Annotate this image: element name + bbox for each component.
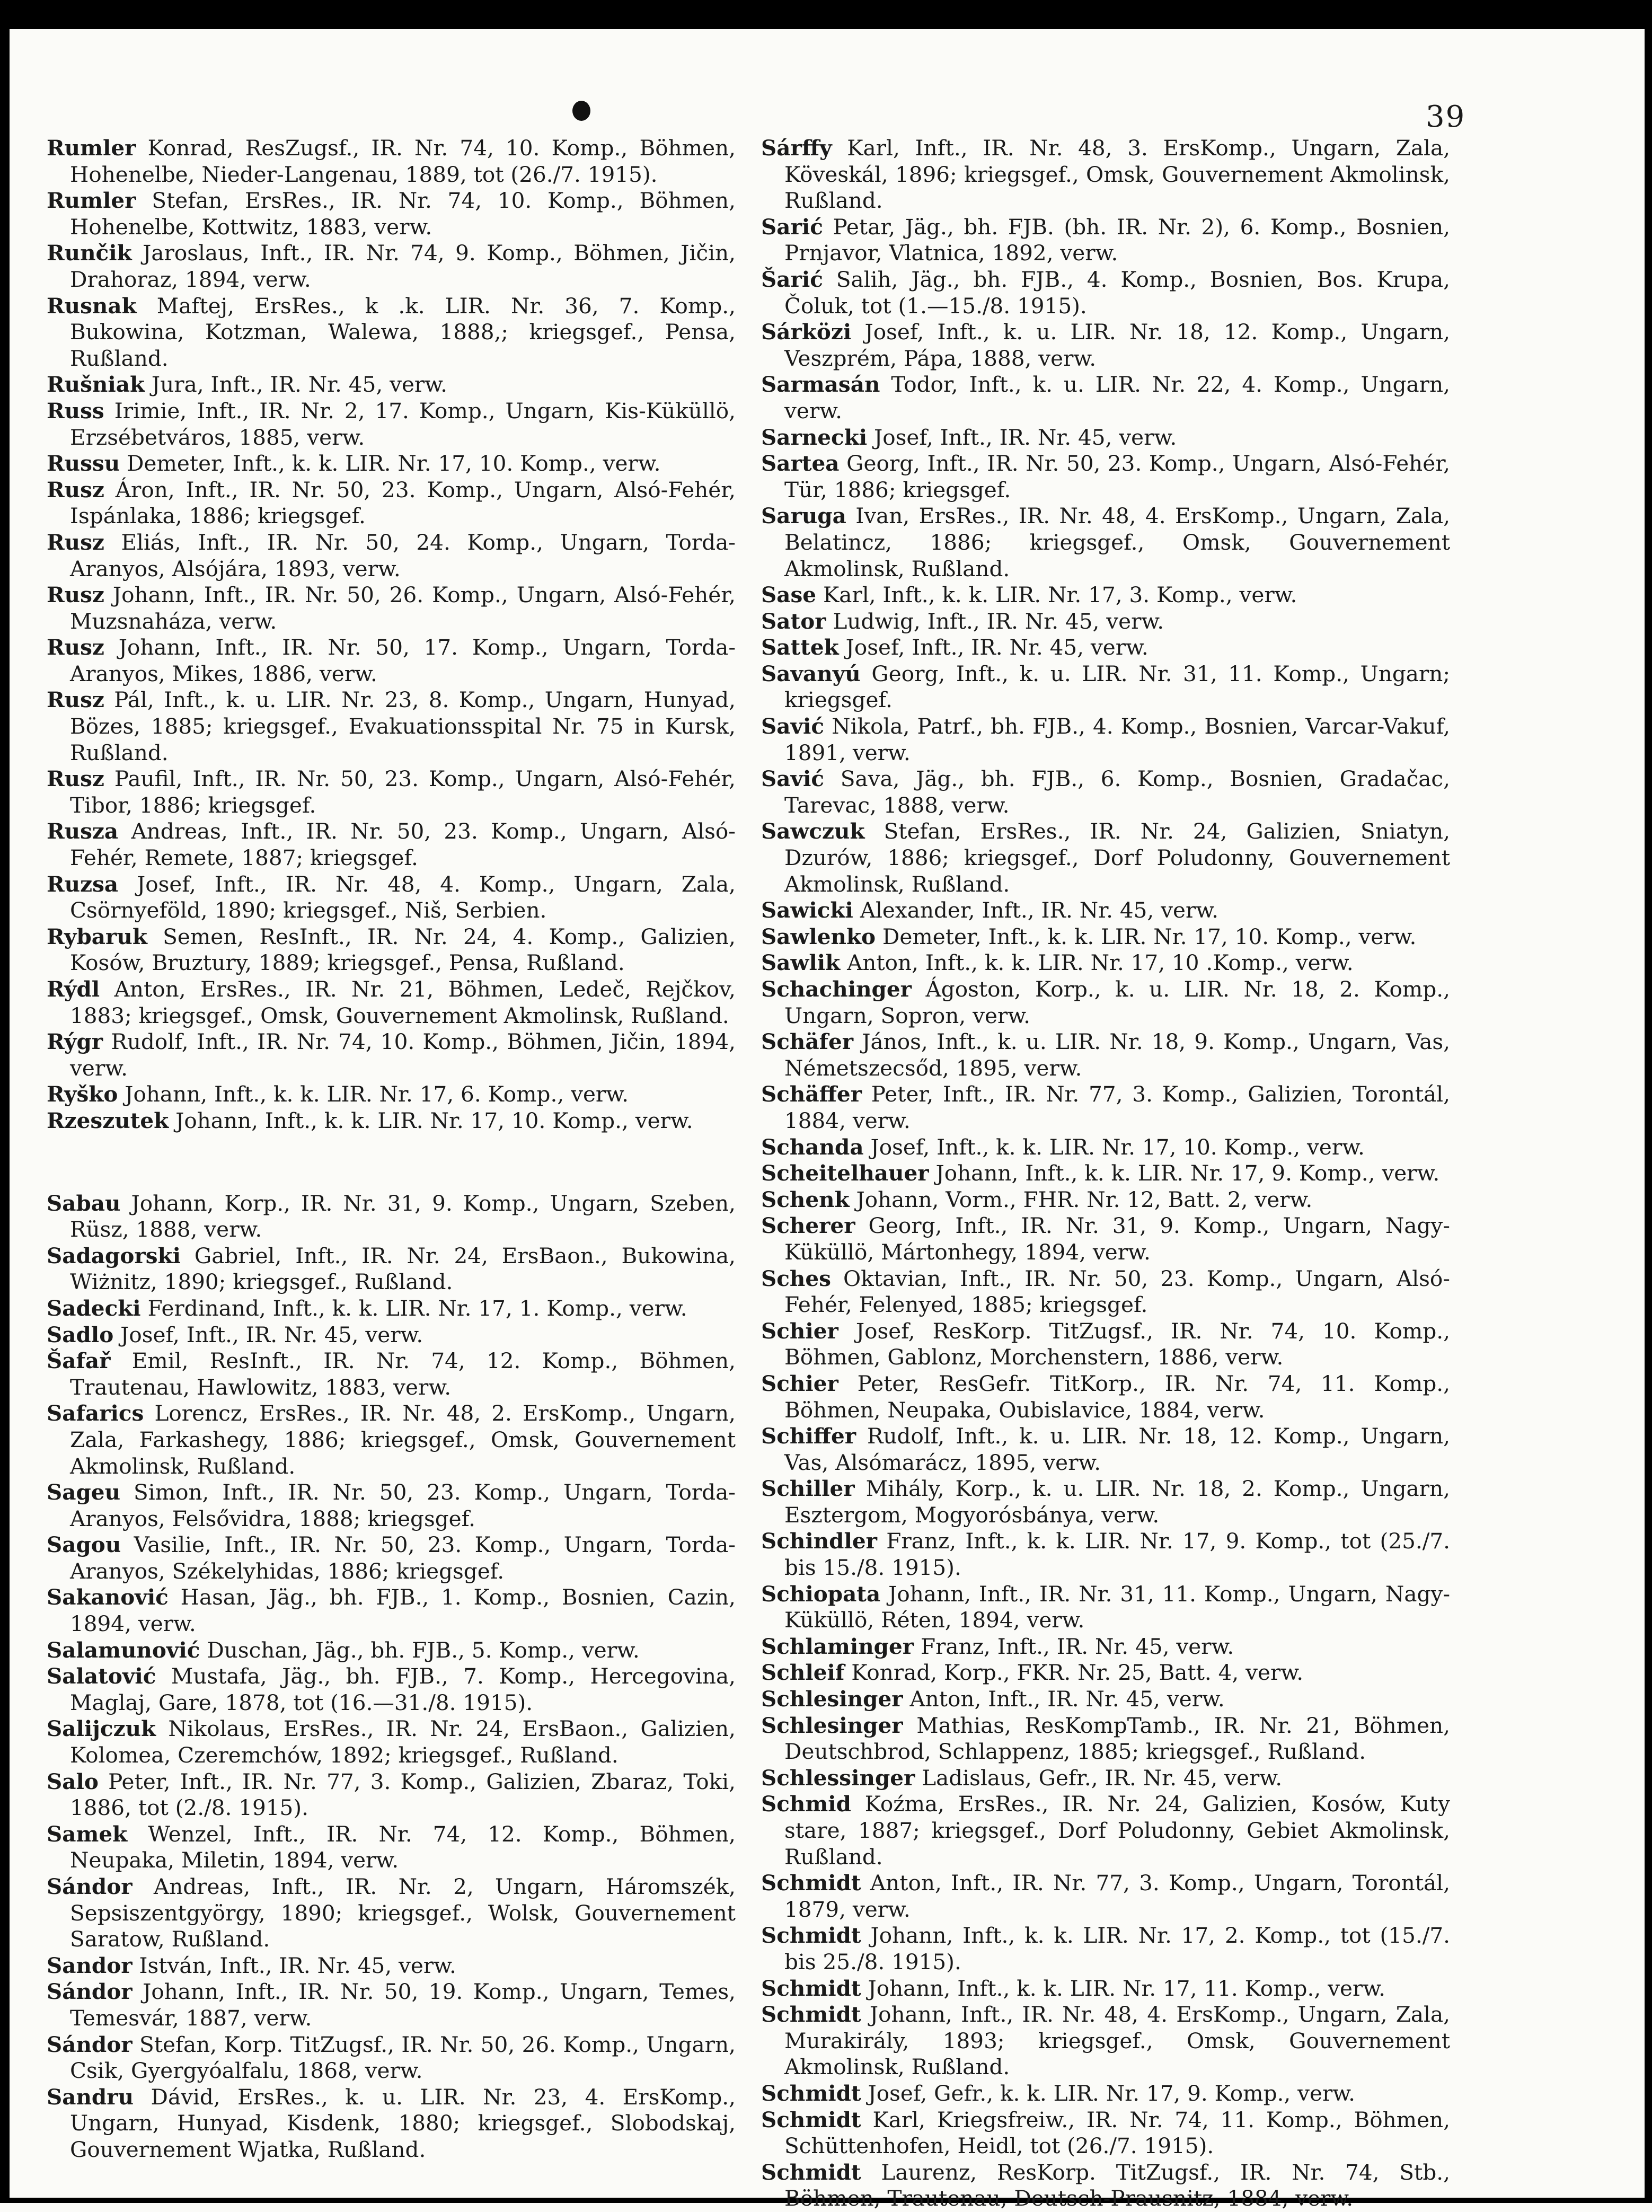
entry-details: Peter, Inft., IR. Nr. 77, 3. Komp., Galizien, Torontál, 1884, verw.: [784, 1081, 1450, 1133]
entry-details: Anton, ErsRes., IR. Nr. 21, Böhmen, Ledeč, Rejčkov, 1883; kriegsgef., Omsk, Gouvernement Akmolinsk, Rußland.: [70, 976, 736, 1028]
entry-surname: Russu: [47, 451, 120, 477]
register-entry: [47, 924, 736, 976]
entry-surname: Safarics: [47, 1400, 144, 1426]
register-entry: [47, 1322, 736, 1349]
register-entry: [47, 1191, 736, 1243]
register-entry: [47, 398, 736, 451]
entry-details: Ivan, ErsRes., IR. Nr. 48, 4. ErsKomp., Ungarn, Zala, Belatincz, 1886; kriegsgef., Omsk, Gouvernement Akmolinsk, Rußland.: [784, 503, 1450, 581]
entry-details: Salih, Jäg., bh. FJB., 4. Komp., Bosnien, Bos. Krupa, Čoluk, tot (1.—15./8. 1915).: [784, 266, 1450, 319]
register-entry: [761, 1791, 1450, 1870]
register-entry: [761, 634, 1450, 661]
entry-details: Georg, Inft., k. u. LIR. Nr. 31, 11. Komp., Ungarn; kriegsgef.: [784, 660, 1451, 713]
entry-surname: Russ: [47, 398, 104, 424]
entry-details: Konrad, Korp., FKR. Nr. 25, Batt. 4, verw.: [851, 1660, 1304, 1686]
entry-surname: Ruzsa: [47, 871, 119, 897]
entry-surname: Runčik: [47, 240, 132, 266]
entry-details: Johann, Korp., IR. Nr. 31, 9. Komp., Ungarn, Szeben, Rüsz, 1888, verw.: [70, 1190, 736, 1242]
entry-details: Josef, Inft., IR. Nr. 45, verw.: [845, 634, 1149, 660]
entry-details: Josef, Gefr., k. k. LIR. Nr. 17, 9. Komp., verw.: [868, 2080, 1356, 2106]
entry-surname: Sageu: [47, 1479, 121, 1505]
entry-surname: Schmidt: [761, 1975, 861, 2001]
register-entry: [47, 240, 736, 293]
entry-details: Hasan, Jäg., bh. FJB., 1. Komp., Bosnien, Cazin, 1894, verw.: [70, 1584, 736, 1637]
register-entry: [47, 188, 736, 240]
entry-surname: Sarmasán: [761, 372, 880, 398]
entry-surname: Sches: [761, 1265, 831, 1291]
entry-details: Johann, Inft., IR. Nr. 31, 11. Komp., Ungarn, Nagy-Küküllö, Réten, 1894, verw.: [784, 1581, 1451, 1633]
entry-surname: Sakanović: [47, 1584, 169, 1610]
register-entry: [761, 897, 1450, 924]
entry-surname: Rýgr: [47, 1029, 103, 1055]
entry-details: Josef, Inft., IR. Nr. 45, verw.: [874, 424, 1177, 450]
entry-details: János, Inft., k. u. LIR. Nr. 18, 9. Komp., Ungarn, Vas, Németszecsőd, 1895, verw.: [784, 1029, 1451, 1081]
entry-surname: Sándor: [47, 2031, 132, 2057]
entry-surname: Schmid: [761, 1791, 851, 1817]
entry-surname: Schlesinger: [761, 1712, 903, 1738]
ink-blot: [572, 101, 590, 121]
entry-details: Karl, Inft., k. k. LIR. Nr. 17, 3. Komp., verw.: [823, 582, 1297, 608]
register-entry: [47, 1296, 736, 1322]
register-entry: [761, 766, 1450, 818]
register-entry: [761, 1081, 1450, 1134]
entry-surname: Salamunović: [47, 1637, 200, 1663]
entry-details: Josef, Inft., IR. Nr. 48, 4. Komp., Ungarn, Zala, Csörnyeföld, 1890; kriegsgef., Niš, Serbien.: [70, 871, 736, 923]
entry-surname: Schier: [761, 1370, 838, 1396]
entry-details: Simon, Inft., IR. Nr. 50, 23. Komp., Ungarn, Torda-Aranyos, Felsővidra, 1888; kriegsgef.: [70, 1479, 736, 1531]
entry-surname: Rusza: [47, 818, 119, 844]
entry-surname: Rýdl: [47, 976, 100, 1002]
register-entry: [761, 2002, 1450, 2081]
entry-details: Josef, ResKorp. TitZugsf., IR. Nr. 74, 10. Komp., Böhmen, Gablonz, Morchenstern, 1886, verw.: [784, 1318, 1451, 1370]
entry-surname: Schmidt: [761, 2080, 861, 2106]
entry-details: Anton, Inft., k. k. LIR. Nr. 17, 10 .Komp., verw.: [847, 950, 1354, 976]
entry-details: Duschan, Jäg., bh. FJB., 5. Komp., verw.: [207, 1637, 640, 1663]
register-entry: [761, 1713, 1450, 1765]
entry-surname: Rzeszutek: [47, 1107, 169, 1133]
entry-details: Johann, Inft., k. k. LIR. Nr. 17, 6. Komp., verw.: [125, 1081, 629, 1107]
entry-details: Nikolaus, ErsRes., IR. Nr. 24, ErsBaon., Galizien, Kolomea, Czeremchów, 1892; kriegsgef., Rußland.: [70, 1716, 736, 1768]
entry-surname: Sandor: [47, 1952, 132, 1978]
entry-surname: Sawicki: [761, 897, 853, 923]
entry-surname: Sadecki: [47, 1295, 141, 1321]
entry-surname: Sabau: [47, 1190, 121, 1216]
entry-details: Mathias, ResKompTamb., IR. Nr. 21, Böhmen, Deutschbrod, Schlappenz, 1885; kriegsgef., Rußland.: [784, 1712, 1450, 1765]
entry-surname: Sartea: [761, 451, 840, 477]
entry-details: Johann, Inft., k. k. LIR. Nr. 17, 2. Komp., tot (15./7. bis 25./8. 1915).: [784, 1923, 1451, 1975]
entry-surname: Schindler: [761, 1528, 877, 1554]
entry-details: Irimie, Inft., IR. Nr. 2, 17. Komp., Ungarn, Kis-Küküllö, Erzsébetváros, 1885, verw.: [70, 398, 736, 450]
register-entry: [47, 1769, 736, 1821]
register-entry: [47, 1348, 736, 1400]
register-entry: [47, 1081, 736, 1108]
right-column: [761, 135, 1450, 2212]
entry-surname: Sarnecki: [761, 424, 868, 450]
register-entry: [761, 609, 1450, 635]
entry-details: Petar, Jäg., bh. FJB. (bh. IR. Nr. 2), 6. Komp., Bosnien, Prnjavor, Vlatnica, 1892, verw.: [784, 214, 1450, 266]
entry-details: Karl, Inft., IR. Nr. 48, 3. ErsKomp., Ungarn, Zala, Köveskál, 1896; kriegsgef., Omsk, Gouvernement Akmolinsk, Rußland.: [784, 135, 1450, 214]
entry-surname: Salo: [47, 1768, 99, 1794]
register-entry: [761, 1213, 1450, 1265]
entry-details: Áron, Inft., IR. Nr. 50, 23. Komp., Ungarn, Alsó-Fehér, Ispánlaka, 1886; kriegsgef.: [70, 477, 736, 529]
entry-surname: Schlaminger: [761, 1633, 914, 1659]
entry-surname: Schenk: [761, 1186, 850, 1212]
entry-details: Oktavian, Inft., IR. Nr. 50, 23. Komp., Ungarn, Alsó-Fehér, Felenyed, 1885; kriegsgef.: [784, 1265, 1450, 1318]
entry-surname: Rusz: [47, 477, 104, 503]
entry-details: Johann, Inft., IR. Nr. 50, 26. Komp., Ungarn, Alsó-Fehér, Muzsnaháza, verw.: [70, 582, 736, 634]
register-entry: [761, 1029, 1450, 1081]
entry-details: Johann, Inft., IR. Nr. 48, 4. ErsKomp., Ungarn, Zala, Murakirály, 1893; kriegsgef., Omsk, Gouvernement Akmolinsk, Rußland.: [784, 2002, 1451, 2080]
entry-details: Karl, Kriegsfreiw., IR. Nr. 74, 11. Komp., Böhmen, Schüttenhofen, Heidl, tot (26./7. 1915).: [784, 2107, 1451, 2159]
entry-surname: Rušniak: [47, 372, 145, 398]
register-entry: [47, 766, 736, 818]
entry-details: Franz, Inft., k. k. LIR. Nr. 17, 9. Komp., tot (25./7. bis 15./8. 1915).: [784, 1528, 1451, 1581]
entry-details: Demeter, Inft., k. k. LIR. Nr. 17, 10. Komp., verw.: [127, 451, 661, 477]
entry-surname: Schmidt: [761, 2002, 861, 2028]
register-entry: [761, 1634, 1450, 1660]
entry-details: Johann, Inft., k. k. LIR. Nr. 17, 9. Komp., verw.: [935, 1160, 1440, 1186]
entry-surname: Schlessinger: [761, 1765, 915, 1791]
entry-details: Nikola, Patrf., bh. FJB., 4. Komp., Bosnien, Varcar-Vakuf, 1891, verw.: [784, 713, 1451, 765]
entry-surname: Sawlenko: [761, 923, 876, 949]
register-entry: [47, 2084, 736, 2163]
register-entry: [47, 1243, 736, 1296]
entry-details: Todor, Inft., k. u. LIR. Nr. 22, 4. Komp., Ungarn, verw.: [784, 372, 1450, 424]
register-entry: [761, 267, 1450, 319]
register-entry: [761, 1976, 1450, 2002]
entry-surname: Rumler: [47, 135, 136, 161]
entry-details: Mustafa, Jäg., bh. FJB., 7. Komp., Hercegovina, Maglaj, Gare, 1878, tot (16.—31./8. 1915).: [70, 1663, 736, 1715]
entry-details: Vasilie, Inft., IR. Nr. 50, 23. Komp., Ungarn, Torda-Aranyos, Székelyhidas, 1886; kriegsgef.: [70, 1532, 736, 1584]
entry-details: Ágoston, Korp., k. u. LIR. Nr. 18, 2. Komp., Ungarn, Sopron, verw.: [784, 976, 1450, 1028]
entry-surname: Rybaruk: [47, 923, 147, 949]
entry-details: Johann, Inft., IR. Nr. 50, 19. Komp., Ungarn, Temes, Temesvár, 1887, verw.: [70, 1979, 736, 2031]
register-entry: [761, 950, 1450, 976]
entry-details: Johann, Inft., k. k. LIR. Nr. 17, 10. Komp., verw.: [175, 1107, 693, 1133]
register-entry: [761, 1423, 1450, 1476]
entry-surname: Schleif: [761, 1660, 845, 1686]
entry-details: Johann, Inft., IR. Nr. 50, 17. Komp., Ungarn, Torda-Aranyos, Mikes, 1886, verw.: [70, 634, 736, 686]
register-entry: [761, 1528, 1450, 1581]
entry-surname: Savanyú: [761, 660, 861, 686]
register-entry: [761, 1870, 1450, 1923]
entry-surname: Šafař: [47, 1348, 111, 1374]
register-entry: [47, 1874, 736, 1953]
entry-details: Ludwig, Inft., IR. Nr. 45, verw.: [833, 608, 1164, 634]
entry-details: István, Inft., IR. Nr. 45, verw.: [139, 1952, 456, 1978]
entry-details: Johann, Vorm., FHR. Nr. 12, Batt. 2, verw.: [856, 1186, 1313, 1212]
entry-surname: Salijczuk: [47, 1716, 156, 1742]
entry-surname: Rusz: [47, 766, 104, 792]
entry-surname: Schmidt: [761, 2159, 861, 2185]
register-entry: [47, 1663, 736, 1716]
entry-surname: Salatović: [47, 1663, 156, 1689]
register-entry: [761, 1765, 1450, 1792]
register-entry: [761, 1686, 1450, 1713]
register-entry: [47, 634, 736, 687]
entry-surname: Rusz: [47, 687, 104, 713]
entry-surname: Sándor: [47, 1874, 132, 1899]
entry-surname: Sadlo: [47, 1321, 114, 1347]
entry-details: Peter, Inft., IR. Nr. 77, 3. Komp., Galizien, Zbaraz, Toki, 1886, tot (2./8. 1915).: [70, 1768, 736, 1821]
entry-details: Johann, Inft., k. k. LIR. Nr. 17, 11. Komp., verw.: [868, 1975, 1386, 2001]
register-entry: [761, 1923, 1450, 1975]
entry-surname: Schäffer: [761, 1081, 862, 1107]
entry-surname: Scherer: [761, 1213, 855, 1239]
entry-surname: Scheitelhauer: [761, 1160, 929, 1186]
entry-details: Eliás, Inft., IR. Nr. 50, 24. Komp., Ungarn, Torda-Aranyos, Alsójára, 1893, verw.: [70, 529, 736, 581]
entry-surname: Schiopata: [761, 1581, 881, 1607]
register-entry: [761, 214, 1450, 267]
section-gap: [47, 1134, 736, 1191]
entry-details: Mihály, Korp., k. u. LIR. Nr. 18, 2. Komp., Ungarn, Esztergom, Mogyorósbánya, verw.: [784, 1476, 1450, 1528]
entry-surname: Sadagorski: [47, 1242, 181, 1268]
entry-details: Sava, Jäg., bh. FJB., 6. Komp., Bosnien, Gradačac, Tarevac, 1888, verw.: [784, 766, 1450, 818]
entry-details: Georg, Inft., IR. Nr. 31, 9. Komp., Ungarn, Nagy-Küküllö, Mártonhegy, 1894, verw.: [784, 1213, 1450, 1265]
entry-details: Andreas, Inft., IR. Nr. 50, 23. Komp., Ungarn, Alsó-Fehér, Remete, 1887; kriegsgef.: [70, 818, 736, 871]
register-entry: [761, 2160, 1450, 2212]
entry-surname: Saruga: [761, 503, 846, 529]
register-entry: [761, 372, 1450, 424]
entry-details: Pál, Inft., k. u. LIR. Nr. 23, 8. Komp., Ungarn, Hunyad, Bözes, 1885; kriegsgef., Evakuationsspital Nr. 75 in Kursk, Rußland.: [70, 687, 736, 765]
register-entry: [47, 1108, 736, 1134]
entry-surname: Rusnak: [47, 293, 137, 319]
entry-details: Peter, ResGefr. TitKorp., IR. Nr. 74, 11. Komp., Böhmen, Neupaka, Oubislavice, 1884, verw.: [784, 1370, 1451, 1423]
register-entry: [47, 2032, 736, 2084]
entry-surname: Rumler: [47, 188, 136, 214]
entry-details: Anton, Inft., IR. Nr. 45, verw.: [909, 1686, 1225, 1712]
register-entry: [761, 1581, 1450, 1634]
register-entry: [47, 451, 736, 477]
entry-details: Semen, ResInft., IR. Nr. 24, 4. Komp., Galizien, Kosów, Bruztury, 1889; kriegsgef., Pensa, Rußland.: [70, 923, 736, 976]
register-entry: [761, 503, 1450, 582]
entry-details: Ladislaus, Gefr., IR. Nr. 45, verw.: [922, 1765, 1283, 1791]
entry-surname: Samek: [47, 1821, 128, 1847]
register-entry: [761, 2081, 1450, 2107]
entry-details: Koźma, ErsRes., IR. Nr. 24, Galizien, Kosów, Kuty stare, 1887; kriegsgef., Dorf Poludonny, Gebiet Akmolinsk, Rußland.: [784, 1791, 1451, 1870]
entry-surname: Sándor: [47, 1979, 132, 2005]
entry-surname: Sattek: [761, 634, 839, 660]
register-entry: [761, 713, 1450, 766]
entry-surname: Sárffy: [761, 135, 832, 161]
entry-details: Josef, Inft., k. k. LIR. Nr. 17, 10. Komp., verw.: [870, 1134, 1365, 1160]
entry-details: Konrad, ResZugsf., IR. Nr. 74, 10. Komp., Böhmen, Hohenelbe, Nieder-Langenau, 1889, tot (26./7. 1915).: [70, 135, 736, 187]
entry-surname: Schiffer: [761, 1423, 856, 1449]
entry-details: Rudolf, Inft., k. u. LIR. Nr. 18, 12. Komp., Ungarn, Vas, Alsómarácz, 1895, verw.: [784, 1423, 1451, 1475]
register-entry: [761, 135, 1450, 214]
entry-surname: Schier: [761, 1318, 838, 1344]
register-entry: [761, 1660, 1450, 1686]
entry-details: Georg, Inft., IR. Nr. 50, 23. Komp., Ungarn, Alsó-Fehér, Tür, 1886; kriegsgef.: [784, 451, 1451, 503]
register-entry: [47, 1821, 736, 1874]
register-entry: [47, 1979, 736, 2031]
register-entry: [761, 1266, 1450, 1318]
register-entry: [47, 1479, 736, 1532]
entry-details: Rudolf, Inft., IR. Nr. 74, 10. Komp., Böhmen, Jičin, 1894, verw.: [70, 1029, 736, 1081]
entry-details: Stefan, Korp. TitZugsf., IR. Nr. 50, 26. Komp., Ungarn, Csik, Gyergyóalfalu, 1868, verw.: [70, 2031, 736, 2084]
register-entry: [47, 1029, 736, 1081]
register-entry: [761, 661, 1450, 713]
entry-surname: Rusz: [47, 529, 104, 555]
register-entry: [47, 372, 736, 398]
register-entry: [47, 135, 736, 188]
entry-surname: Sárközi: [761, 319, 852, 345]
register-entry: [47, 530, 736, 582]
register-entry: [47, 582, 736, 634]
register-entry: [761, 976, 1450, 1029]
register-entry: [761, 1371, 1450, 1423]
register-entry: [761, 1160, 1450, 1187]
entry-surname: Schlesinger: [761, 1686, 903, 1712]
entry-surname: Savić: [761, 766, 825, 792]
entry-surname: Sagou: [47, 1532, 121, 1558]
entry-surname: Rusz: [47, 634, 104, 660]
register-entry: [47, 1532, 736, 1584]
entry-details: Alexander, Inft., IR. Nr. 45, verw.: [860, 897, 1219, 923]
page-number: 39: [1426, 100, 1466, 134]
entry-surname: Schmidt: [761, 1870, 861, 1896]
entry-surname: Šarić: [761, 266, 823, 292]
register-entry: [761, 1187, 1450, 1213]
register-entry: [761, 425, 1450, 451]
entry-details: Dávid, ErsRes., k. u. LIR. Nr. 23, 4. ErsKomp., Ungarn, Hunyad, Kisdenk, 1880; kriegsgef., Slobodskaj, Gouvernement Wjatka, Rußland.: [70, 2084, 736, 2162]
register-entry: [47, 976, 736, 1029]
entry-surname: Sawczuk: [761, 818, 865, 844]
entry-surname: Ryško: [47, 1081, 118, 1107]
register-entry: [47, 477, 736, 530]
entry-surname: Rusz: [47, 582, 104, 608]
register-entry: [761, 2107, 1450, 2160]
entry-surname: Schanda: [761, 1134, 864, 1160]
entry-surname: Sandru: [47, 2084, 134, 2110]
register-entry: [761, 1134, 1450, 1161]
entry-details: Josef, Inft., IR. Nr. 45, verw.: [120, 1321, 423, 1347]
register-entry: [761, 451, 1450, 503]
entry-surname: Schäfer: [761, 1029, 854, 1055]
entry-details: Anton, Inft., IR. Nr. 77, 3. Komp., Ungarn, Torontál, 1879, verw.: [784, 1870, 1451, 1922]
register-entry: [47, 1716, 736, 1768]
left-column: [47, 135, 736, 2163]
entry-surname: Schmidt: [761, 1923, 861, 1949]
entry-surname: Savić: [761, 713, 825, 739]
entry-surname: Sase: [761, 582, 817, 608]
entry-details: Wenzel, Inft., IR. Nr. 74, 12. Komp., Böhmen, Neupaka, Miletin, 1894, verw.: [70, 1821, 736, 1873]
entry-details: Paufil, Inft., IR. Nr. 50, 23. Komp., Ungarn, Alsó-Fehér, Tibor, 1886; kriegsgef.: [70, 766, 736, 818]
entry-surname: Sator: [761, 608, 826, 634]
register-entry: [761, 582, 1450, 609]
entry-surname: Sarić: [761, 214, 823, 240]
entry-details: Stefan, ErsRes., IR. Nr. 74, 10. Komp., Böhmen, Hohenelbe, Kottwitz, 1883, verw.: [70, 188, 736, 240]
register-entry: [761, 1318, 1450, 1371]
entry-details: Emil, ResInft., IR. Nr. 74, 12. Komp., Böhmen, Trautenau, Hawlowitz, 1883, verw.: [70, 1348, 736, 1400]
entry-details: Maftej, ErsRes., k .k. LIR. Nr. 36, 7. Komp., Bukowina, Kotzman, Walewa, 1888,; kriegsgef., Pensa, Rußland.: [70, 293, 736, 371]
register-entry: [47, 293, 736, 372]
register-entry: [47, 818, 736, 871]
entry-details: Gabriel, Inft., IR. Nr. 24, ErsBaon., Bukowina, Wiżnitz, 1890; kriegsgef., Rußland.: [70, 1242, 736, 1295]
register-entry: [47, 1584, 736, 1637]
entry-details: Ferdinand, Inft., k. k. LIR. Nr. 17, 1. Komp., verw.: [147, 1295, 687, 1321]
register-entry: [47, 687, 736, 766]
entry-surname: Schiller: [761, 1476, 855, 1502]
register-entry: [761, 924, 1450, 950]
register-entry: [47, 871, 736, 924]
entry-details: Josef, Inft., k. u. LIR. Nr. 18, 12. Komp., Ungarn, Veszprém, Pápa, 1888, verw.: [784, 319, 1451, 371]
entry-details: Lorencz, ErsRes., IR. Nr. 48, 2. ErsKomp., Ungarn, Zala, Farkashegy, 1886; kriegsgef., Omsk, Gouvernement Akmolinsk, Rußland.: [70, 1400, 736, 1479]
entry-details: Demeter, Inft., k. k. LIR. Nr. 17, 10. Komp., verw.: [882, 923, 1417, 949]
register-entry: [761, 319, 1450, 372]
register-entry: [761, 1476, 1450, 1528]
entry-surname: Schmidt: [761, 2107, 861, 2132]
entry-details: Andreas, Inft., IR. Nr. 2, Ungarn, Háromszék, Sepsiszentgyörgy, 1890; kriegsgef., Wolsk, Gouvernement Saratow, Rußland.: [70, 1874, 736, 1952]
entry-details: Franz, Inft., IR. Nr. 45, verw.: [920, 1633, 1234, 1659]
register-entry: [761, 818, 1450, 897]
entry-surname: Schachinger: [761, 976, 912, 1002]
entry-details: Jura, Inft., IR. Nr. 45, verw.: [151, 372, 448, 398]
register-entry: [47, 1637, 736, 1664]
entry-surname: Sawlik: [761, 950, 841, 976]
entry-details: Stefan, ErsRes., IR. Nr. 24, Galizien, Sniatyn, Dzurów, 1886; kriegsgef., Dorf Poludonny, Gouvernement Akmolinsk, Rußland.: [784, 818, 1451, 897]
register-entry: [47, 1400, 736, 1479]
entry-details: Jaroslaus, Inft., IR. Nr. 74, 9. Komp., Böhmen, Jičin, Drahoraz, 1894, verw.: [70, 240, 736, 292]
entry-details: Laurenz, ResKorp. TitZugsf., IR. Nr. 74, Stb., Böhmen, Trautenau, Deutsch-Prausnitz, 1884, verw.: [784, 2159, 1451, 2211]
register-entry: [47, 1953, 736, 1979]
